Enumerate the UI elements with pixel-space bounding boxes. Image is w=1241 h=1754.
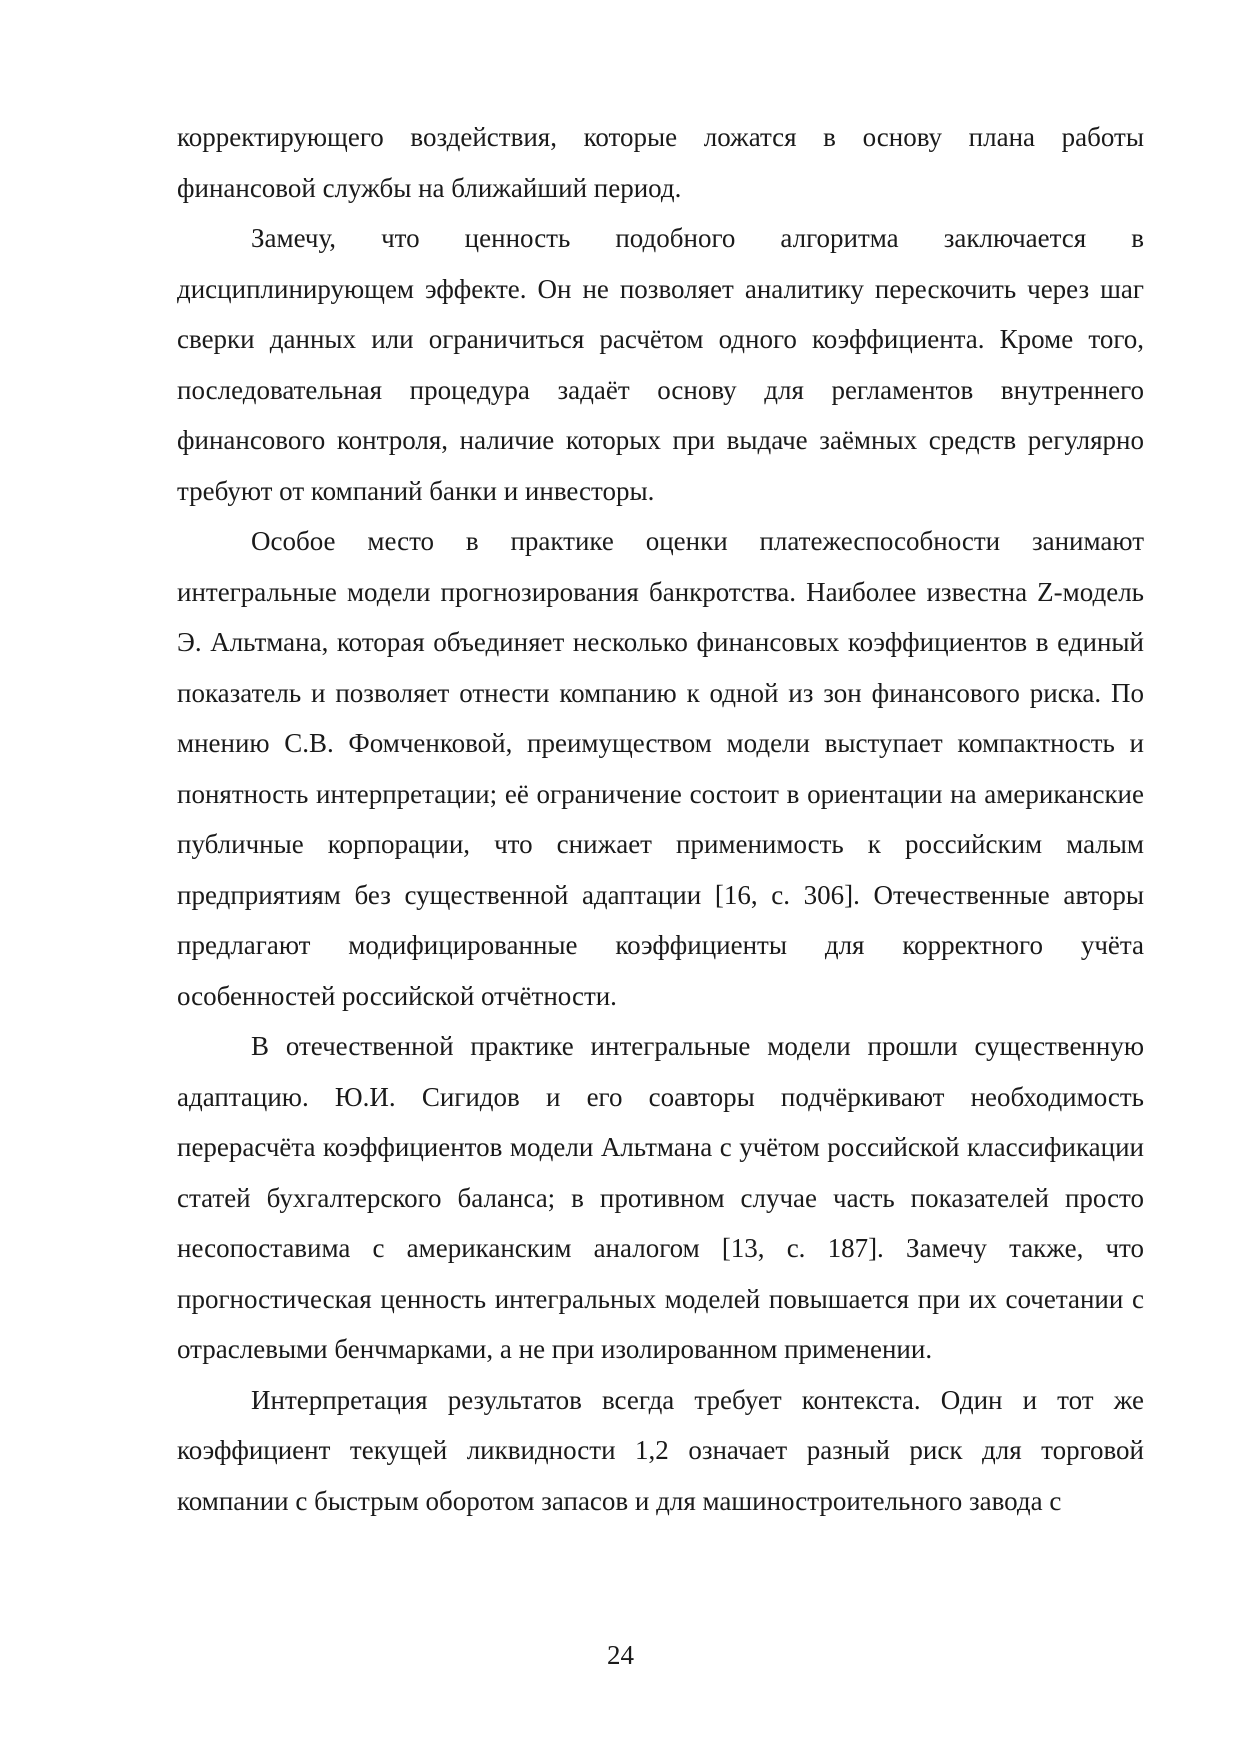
body-text	[177, 112, 1144, 1526]
page-number: 24	[607, 1640, 634, 1670]
paragraph-domestic-adaptation: В отечественной практике интегральные модели прошли существенную адаптацию. Ю.И. Сигидов и его соавторы подчёркивают необходимость перерасчёта коэффициентов модели Альтмана с учётом российской классификации статей бухгалтерского баланса; в противном случае часть показателей просто несопоставима с американским аналогом [13, с. 187]. Замечу также, что прогностическая ценность интегральных моделей повышается при их сочетании с отраслевыми бенчмарками, а не при изолированном применении.	[177, 1031, 1144, 1364]
paragraph-integral-models: Особое место в практике оценки платежеспособности занимают интегральные модели прогнозирования банкротства. Наиболее известна Z-модель Э. Альтмана, которая объединяет несколько финансовых коэффициентов в единый показатель и позволяет отнести компанию к одной из зон финансового риска. По мнению С.В. Фомченковой, преимуществом модели выступает компактность и понятность интерпретации; её ограничение состоит в ориентации на американские публичные корпорации, что снижает применимость к российским малым предприятиям без существенной адаптации [16, с. 306]. Отечественные авторы предлагают модифицированные коэффициенты для корректного учёта особенностей российской отчётности.	[177, 526, 1144, 1011]
paragraph-algorithm-value: Замечу, что ценность подобного алгоритма заключается в дисциплинирующем эффекте. Он не позволяет аналитику перескочить через шаг сверки данных или ограничиться расчётом одного коэффициента. Кроме того, последовательная процедура задаёт основу для регламентов внутреннего финансового контроля, наличие которых при выдаче заёмных средств регулярно требуют от компаний банки и инвесторы.	[177, 223, 1144, 506]
paragraph-continued: корректирующего воздействия, которые ложатся в основу плана работы финансовой службы на ближайший период.	[177, 122, 1144, 203]
paragraph-interpretation: Интерпретация результатов всегда требует контекста. Один и тот же коэффициент текущей ликвидности 1,2 означает разный риск для торговой компании с быстрым оборотом запасов и для машиностроительного завода с	[177, 1384, 1144, 1516]
